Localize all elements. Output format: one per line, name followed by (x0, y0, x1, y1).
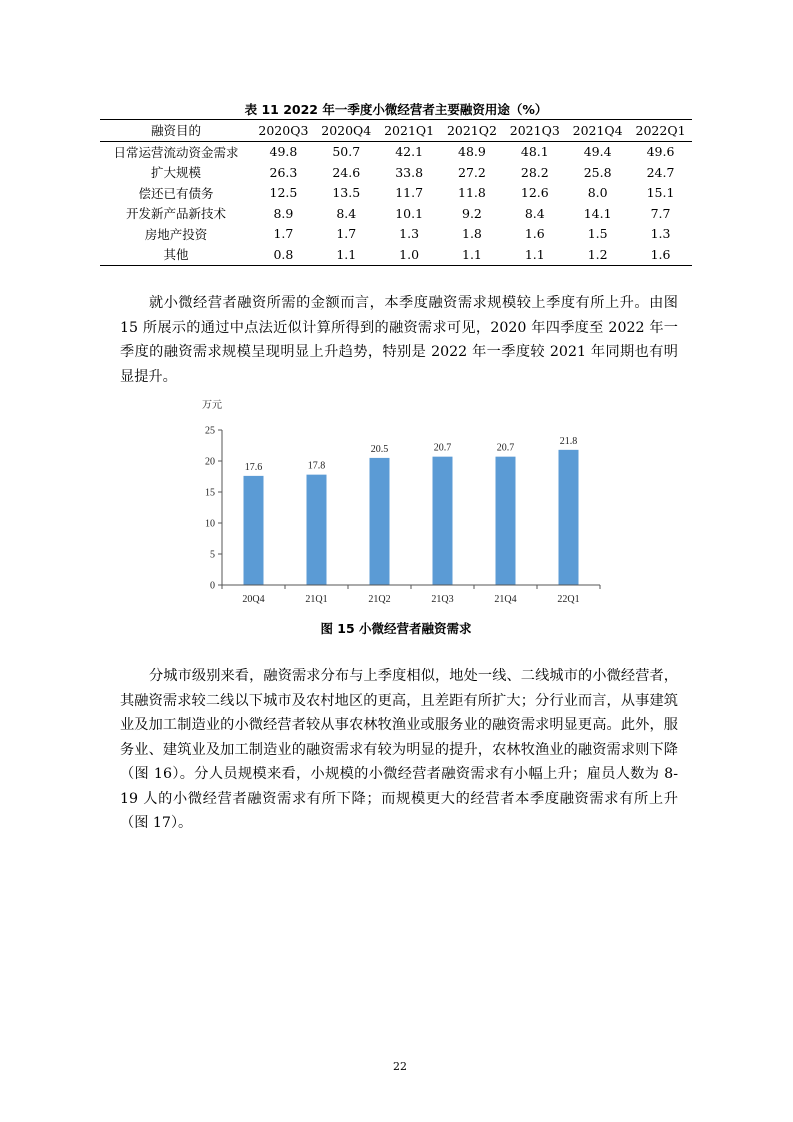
row-label: 开发新产品新技术 (125, 206, 226, 222)
row-label: 扩大规模 (150, 165, 201, 181)
table-cell: 1.1 (503, 244, 566, 265)
table-cell: 1.7 (273, 226, 294, 242)
table-cell: 8.4 (336, 205, 357, 221)
table-row (100, 141, 692, 162)
table-row (100, 203, 692, 224)
table-cell: 28.2 (520, 164, 549, 180)
financing-usage-table (100, 119, 692, 266)
table-cell: 48.1 (520, 144, 549, 160)
table-row (100, 162, 692, 183)
x-tick-label: 21Q3 (431, 594, 454, 605)
bar-value-label: 20.7 (496, 442, 515, 454)
bar-value-label: 17.6 (244, 461, 263, 473)
table-cell: 11.8 (458, 185, 486, 201)
column-header-purpose: 融资目的 (100, 120, 252, 142)
table-cell: 7.7 (650, 205, 671, 221)
table-cell: 42.1 (395, 144, 424, 160)
column-header-quarter: 2021Q1 (378, 120, 441, 142)
column-header-quarter: 2020Q4 (315, 120, 378, 142)
table-body (100, 141, 692, 265)
table-cell: 1.0 (378, 244, 441, 265)
column-header-quarter: 2020Q3 (252, 120, 315, 142)
bar-21Q1 (307, 475, 327, 585)
bar-21Q4 (496, 457, 516, 585)
table-row (100, 224, 692, 245)
bar-value-label: 20.5 (370, 443, 389, 455)
table-cell: 1.6 (629, 244, 692, 265)
table-cell: 25.8 (583, 164, 612, 180)
bar-value-label: 17.8 (307, 460, 326, 472)
table-cell: 1.1 (441, 244, 504, 265)
bar-value-label: 21.8 (559, 435, 578, 447)
paragraph-city-industry: 分城市级别来看，融资需求分布与上季度相似，地处一线、二线城市的小微经营者，其融资需求较二线以下城市及农村地区的更高，且差距有所扩大；分行业而言，从事建筑业及加工制造业的小微经营者较从事农林牧渔业或服务业的融资需求明显更高。此外，服务业、建筑业及加工制造业的融资需求有较为明显的提升，农林牧渔业的融资需求则下降（图 16）。分人员规模来看，小规模的小微经营者融资需求有小幅上升；雇员人数为 8-19 人的小微经营者融资需求有所下降；而规模更大的经营者本季度融资需求有所上升（图 17）。 (120, 668, 678, 831)
column-header-quarter: 2021Q4 (566, 120, 629, 142)
column-header-quarter: 2022Q1 (629, 120, 692, 142)
table-cell: 10.1 (395, 205, 424, 221)
row-label: 房地产投资 (144, 226, 208, 242)
row-label: 偿还已有债务 (138, 185, 214, 201)
financing-demand-bar-chart (190, 393, 610, 615)
bar-21Q2 (370, 458, 390, 585)
y-tick-label: 25 (205, 425, 215, 437)
table-cell: 1.3 (650, 226, 671, 242)
figure-caption: 图 15 小微经营者融资需求 (320, 621, 472, 636)
y-tick-label: 10 (205, 518, 215, 530)
paragraph-financing-amount: 就小微经营者融资所需的金额而言，本季度融资需求规模较上季度有所上升。由图 15 所展示的通过中点法近似计算所得到的融资需求可见，2020 年四季度至 2022 年一季度的融资需求规模呈现明显上升趋势，特别是 2022 年一季度较 2021 年同期也有明显提升。 (120, 295, 678, 385)
table-cell: 1.7 (336, 226, 357, 242)
table-cell: 50.7 (332, 144, 361, 160)
row-label: 日常运营流动资金需求 (113, 144, 239, 160)
bar-20Q4 (244, 476, 264, 585)
table-cell: 9.2 (462, 205, 482, 221)
x-tick-label: 21Q1 (305, 594, 328, 605)
table-cell: 1.3 (399, 226, 420, 242)
y-tick-label: 20 (205, 456, 215, 468)
table-cell: 49.6 (646, 144, 675, 160)
table-cell: 12.6 (520, 185, 549, 201)
table-cell: 1.6 (524, 226, 545, 242)
row-label: 其他 (100, 244, 252, 265)
x-tick-label: 21Q4 (494, 594, 517, 605)
table-cell: 1.5 (587, 226, 608, 242)
table-cell: 24.7 (646, 164, 675, 180)
table-cell: 15.1 (646, 185, 675, 201)
table-row (100, 183, 692, 204)
table-cell: 12.5 (269, 185, 298, 201)
table-cell: 0.8 (252, 244, 315, 265)
table-cell: 48.9 (458, 144, 486, 160)
bar-22Q1 (559, 450, 579, 585)
table-cell: 33.8 (395, 164, 424, 180)
table-cell: 27.2 (458, 164, 486, 180)
table-title: 表 11 2022 年一季度小微经营者主要融资用途（%） (244, 102, 548, 117)
table-cell: 8.9 (273, 205, 294, 221)
table-header-row (100, 120, 692, 142)
y-tick-label: 5 (210, 549, 215, 561)
table-cell: 8.0 (587, 185, 608, 201)
x-tick-label: 22Q1 (557, 594, 580, 605)
bar-21Q3 (433, 457, 453, 585)
column-header-quarter: 2021Q2 (441, 120, 504, 142)
bar-value-label: 20.7 (433, 442, 452, 454)
page-number: 22 (393, 1060, 407, 1073)
table-cell: 14.1 (583, 205, 612, 221)
table-cell: 1.8 (462, 226, 482, 242)
table-row (100, 244, 692, 265)
table-cell: 26.3 (269, 164, 298, 180)
table-cell: 8.4 (524, 205, 545, 221)
table-cell: 24.6 (332, 164, 361, 180)
table-cell: 49.8 (269, 144, 298, 160)
column-header-quarter: 2021Q3 (503, 120, 566, 142)
x-tick-label: 20Q4 (242, 594, 265, 605)
table-cell: 1.1 (315, 244, 378, 265)
x-tick-label: 21Q2 (368, 594, 391, 605)
y-tick-label: 0 (210, 580, 215, 592)
table-cell: 13.5 (332, 185, 361, 201)
y-axis-unit-label: 万元 (202, 400, 222, 411)
table-cell: 11.7 (395, 185, 424, 201)
table-cell: 49.4 (583, 144, 612, 160)
table-cell: 1.2 (566, 244, 629, 265)
y-tick-label: 15 (205, 487, 215, 499)
